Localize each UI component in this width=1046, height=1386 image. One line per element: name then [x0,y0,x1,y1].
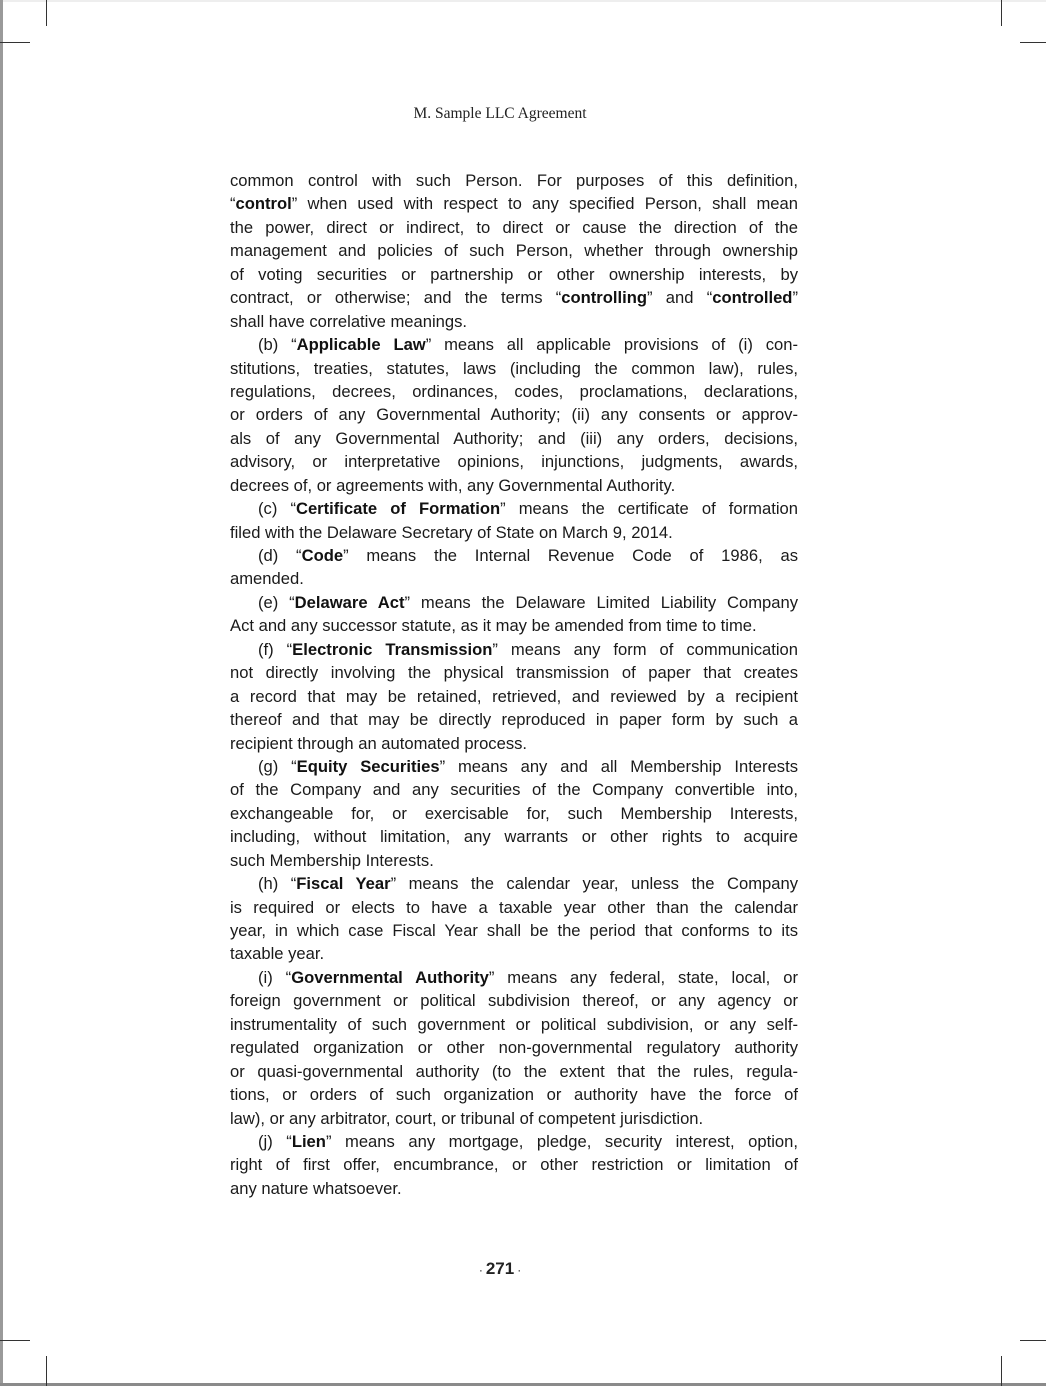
text-run: or quasi-governmental authority (to the extent that the rules, regula- [230,1061,798,1081]
text-line [230,755,798,778]
text-line [230,567,798,590]
text-line [230,1036,798,1059]
defined-term: Delaware Act [294,592,405,612]
text-run: ” [792,288,798,308]
text-run: decrees of, or agreements with, any Governmental Authority. [230,475,676,495]
text-run: regulated organization or other non-governmental regulatory authority [230,1038,798,1058]
text-run: ” means the certificate of formation [500,499,798,519]
text-run: ” means any form of communication [492,639,798,659]
text-line [230,357,798,380]
text-line [230,872,798,895]
document-body [230,169,798,1200]
definition-paragraph [230,966,798,1130]
definition-paragraph [230,1130,798,1200]
text-line [230,989,798,1012]
text-line [230,544,798,567]
text-run: Act and any successor statute, as it may be amended from time to time. [230,616,757,636]
crop-mark [0,1340,30,1341]
text-run: filed with the Delaware Secretary of State on March 9, 2014. [230,522,673,542]
page-edge-top [0,0,1046,2]
text-line [230,708,798,731]
text-run: (c) “ [258,499,296,519]
text-run: (j) “ [258,1131,292,1151]
page-number [0,1259,1000,1279]
text-run: stitutions, treaties, statutes, laws (including the common law), rules, [230,358,798,378]
definition-paragraph [230,544,798,591]
text-run: exchangeable for, or exercisable for, such Membership Interests, [230,803,798,823]
text-line [230,591,798,614]
text-line [230,263,798,286]
running-header: M. Sample LLC Agreement [413,105,587,122]
text-run: such Membership Interests. [230,850,434,870]
text-run: ” and “ [647,288,713,308]
text-run: law), or any arbitrator, court, or tribunal of competent jurisdiction. [230,1108,704,1128]
definition-paragraph [230,638,798,755]
text-line [230,310,798,333]
text-run: (b) “ [258,335,297,355]
text-run: ” means any mortgage, pledge, security interest, option, [325,1131,799,1151]
crop-mark [46,1356,47,1386]
text-line [230,638,798,661]
text-line [230,1083,798,1106]
text-run: foreign government or political subdivision thereof, or any agency or [230,991,798,1011]
defined-term: control [235,194,292,214]
text-run: taxable year. [230,944,325,964]
text-line [230,614,798,637]
text-line [230,1060,798,1083]
crop-mark [0,42,30,43]
text-run: recipient through an automated process. [230,733,528,753]
text-run: ” means all applicable provisions of (i) con- [425,335,798,355]
definition-paragraph [230,591,798,638]
defined-term: controlled [712,288,793,308]
text-line [230,333,798,356]
text-run: common control with such Person. For purposes of this definition, [230,171,798,190]
text-line [230,896,798,919]
definition-paragraph [230,169,798,333]
text-run: (d) “ [258,546,302,565]
text-line [230,778,798,801]
text-run: ” means any and all Membership Interests [439,756,798,776]
text-run: instrumentality of such government or political subdivision, or any self- [230,1014,798,1034]
text-run: ” when used with respect to any specified Person, shall mean [291,194,798,214]
text-line [230,1130,798,1153]
defined-term: Governmental Authority [291,967,489,987]
text-run: management and policies of such Person, whether through ownership [230,241,798,261]
text-line [230,403,798,426]
text-run: ” means any federal, state, local, or [488,967,798,987]
text-run: (h) “ [258,874,297,894]
defined-term: Lien [291,1131,326,1151]
page-number-value: 271 [485,1259,515,1278]
text-run: als of any Governmental Authority; and (iii) any orders, decisions, [230,428,798,448]
text-line [230,427,798,450]
text-line [230,849,798,872]
text-line [230,661,798,684]
text-run: not directly involving the physical transmission of paper that creates [230,663,798,683]
text-run: regulations, decrees, ordinances, codes, proclamations, declarations, [230,381,798,401]
defined-term: Applicable Law [296,335,426,355]
text-run: the power, direct or indirect, to direct or cause the direction of the [230,217,798,237]
text-run: thereof and that may be directly reproduced in paper form by such a [230,710,798,730]
text-run: is required or elects to have a taxable year other than the calendar [230,897,798,917]
text-line [230,239,798,262]
defined-term: Certificate of Formation [295,499,501,519]
text-line [230,942,798,965]
definition-paragraph [230,497,798,544]
text-run: (i) “ [258,967,292,987]
folio-dot: · [478,1262,483,1277]
text-run: tions, or orders of such organization or authority have the force of [230,1085,798,1105]
text-run: contract, or otherwise; and the terms “ [230,288,562,308]
text-run: “ [230,194,236,214]
text-run: a record that may be retained, retrieved, and reviewed by a recipient [230,686,798,706]
text-run: of voting securities or partnership or other ownership interests, by [230,264,798,284]
text-line [230,919,798,942]
crop-mark [1001,0,1002,26]
text-run: right of first offer, encumbrance, or other restriction or limitation of [230,1155,798,1175]
text-line [230,474,798,497]
crop-mark [1001,1356,1002,1386]
text-run: advisory, or interpretative opinions, injunctions, judgments, awards, [230,452,798,472]
text-run: amended. [230,569,304,589]
text-run: (f) “ [258,639,293,659]
text-line [230,1013,798,1036]
page-edge-left [0,0,3,1386]
defined-term: Fiscal Year [296,874,391,894]
folio-dot: · [517,1262,522,1277]
text-line [230,685,798,708]
text-run: including, without limitation, any warrants or other rights to acquire [230,827,798,847]
definition-paragraph [230,872,798,966]
text-line [230,966,798,989]
text-line [230,1177,798,1200]
text-line [230,521,798,544]
text-run: any nature whatsoever. [230,1178,402,1198]
text-run: ” means the Delaware Limited Liability Company [404,592,799,612]
crop-mark [46,0,47,26]
text-line [230,286,798,309]
definition-paragraph [230,333,798,497]
defined-term: Code [301,546,344,565]
crop-mark [1020,42,1046,43]
defined-term: Electronic Transmission [292,639,493,659]
text-line [230,216,798,239]
defined-term: controlling [561,288,647,308]
text-line [230,802,798,825]
text-run: shall have correlative meanings. [230,311,468,331]
text-line [230,1153,798,1176]
text-line [230,732,798,755]
text-line [230,450,798,473]
text-line [230,825,798,848]
text-run: of the Company and any securities of the Company convertible into, [230,780,798,800]
crop-mark [1020,1340,1046,1341]
text-run: (e) “ [258,592,295,612]
text-run: ” means the calendar year, unless the Company [390,874,799,894]
text-line [230,1107,798,1130]
text-line [230,497,798,520]
defined-term: Equity Securities [296,756,440,776]
definition-paragraph [230,755,798,872]
text-run: ” means the Internal Revenue Code of 1986, as [343,546,798,565]
text-line [230,192,798,215]
text-line [230,380,798,403]
text-run: year, in which case Fiscal Year shall be the period that conforms to its [230,921,798,940]
text-run: (g) “ [258,756,297,776]
text-run: or orders of any Governmental Authority; (ii) any consents or approv- [230,405,798,425]
text-line [230,169,798,192]
